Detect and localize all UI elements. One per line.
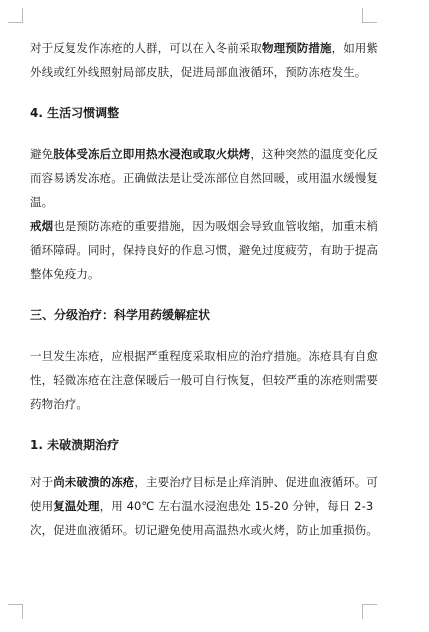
paragraph-physical-prevention: 对于反复发作冻疮的人群，可以在入冬前采取物理预防措施，如用紫外线或红外线照射局部皮肤，促进局部血液循环，预防冻疮发生。 [30,41,379,79]
paragraph-quit-smoking: 戒烟也是预防冻疮的重要措施，因为吸烟会导致血管收缩，加重末梢循环障碍。同时，保持良好的作息习惯，避免过度疲劳，有助于提高整体免疫力。 [30,219,378,281]
bold-term: 尚未破溃的冻疮 [53,475,135,489]
section-heading-lifestyle: 4. 生活习惯调整 [30,106,120,120]
bold-term: 复温处理 [53,499,100,513]
bold-term: 物理预防措施 [262,41,332,55]
paragraph-treatment-intro: 一旦发生冻疮，应根据严重程度采取相应的治疗措施。冻疮具有自愈性，轻微冻疮在注意保暖后一般可自行恢复，但较严重的冻疮则需要药物治疗。 [30,349,378,411]
bold-term: 肢体受冻后立即用热水浸泡或取火烘烤 [53,147,251,161]
section-heading-unbroken: 1. 未破溃期治疗 [30,438,120,452]
margin-mark-bottom-right [362,604,377,619]
margin-mark-top-left [8,8,23,23]
document-body [30,36,380,542]
paragraph-avoid-heat: 避免肢体受冻后立即用热水浸泡或取火烘烤，这种突然的温度变化反而容易诱发冻疮。正确做法是让受冻部位自然回暖，或用温水缓慢复温。 [30,147,379,209]
paragraph-unbroken-treatment: 对于尚未破溃的冻疮，主要治疗目标是止痒消肿、促进血液循环。可使用复温处理，用 40℃ 左右温水浸泡患处 15-20 分钟，每日 2-3 次，促进血液循环。切记避免使用高温热水或火烤，防止加重损伤。 [30,475,379,537]
margin-mark-bottom-left [8,604,23,619]
margin-mark-top-right [362,8,377,23]
bold-term: 戒烟 [30,219,54,233]
chapter-heading-graded-treatment: 三、分级治疗：科学用药缓解症状 [30,308,211,322]
